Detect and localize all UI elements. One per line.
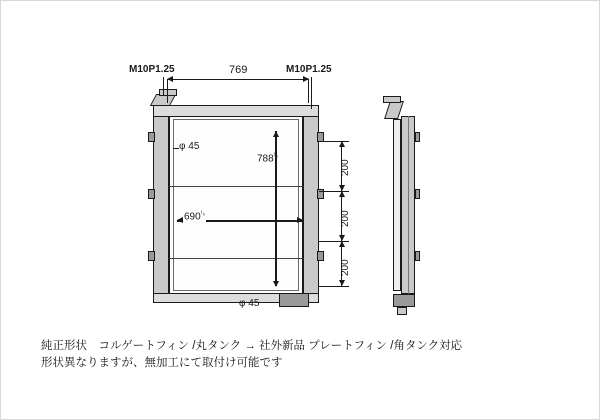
dim-200-arrow-3-up xyxy=(339,241,345,247)
mount-bracket-left-mid xyxy=(148,189,155,199)
side-view-core-strip xyxy=(393,119,401,291)
side-bracket-top xyxy=(415,132,420,142)
dim-769-ext-right xyxy=(308,79,309,103)
dim-690-label xyxy=(183,209,206,222)
side-view-bottom-foot xyxy=(393,294,415,307)
dim-200-arrow-2-up xyxy=(339,191,345,197)
bottom-outlet-block xyxy=(279,293,309,307)
core-tube-line-2 xyxy=(169,258,303,259)
caption-line-1: 純正形状 コルゲートフィン /丸タンク → 社外新品 プレートフィン /角タンク対応 xyxy=(41,340,463,352)
port-top-label: φ 45 xyxy=(179,141,200,152)
dim-788-arrow-up xyxy=(273,131,279,137)
side-view-bottom-stem xyxy=(397,307,407,315)
port-bottom-label: φ 45 xyxy=(239,298,260,309)
dim-200-ext-4 xyxy=(319,286,349,287)
mount-bracket-right-bottom xyxy=(317,251,324,261)
right-tank xyxy=(303,116,319,294)
dim-200-arrow-3-dn xyxy=(339,280,345,286)
thread-label-left: M10P1.25 xyxy=(129,64,175,75)
dim-200-label-2: 200 xyxy=(340,210,351,227)
dim-690-tolerance: ¹₀ xyxy=(200,211,206,217)
dim-788-tolerance: ¹₀ xyxy=(273,153,279,159)
port-top-leader xyxy=(173,148,179,149)
mount-bracket-left-bottom xyxy=(148,251,155,261)
thread-label-right: M10P1.25 xyxy=(286,64,332,75)
dim-690-value: 690 xyxy=(184,211,201,223)
dim-788-arrow-down xyxy=(273,281,279,287)
dim-769-line xyxy=(167,79,309,80)
left-tank xyxy=(153,116,169,294)
dim-769-ext-left xyxy=(167,79,168,103)
core-tube-line-1 xyxy=(169,186,303,187)
dim-690-arrow-right xyxy=(297,217,303,223)
dim-788-value: 788 xyxy=(257,153,274,165)
left-inlet-flange xyxy=(159,89,177,96)
side-bracket-bottom xyxy=(415,251,420,261)
top-header-tank xyxy=(153,105,319,117)
side-view-inlet-flange xyxy=(383,96,401,103)
side-view-center-line xyxy=(408,116,409,294)
caption-line-2: 形状異なりますが、無加工にて取付け可能です xyxy=(41,357,283,369)
thread-leader-left xyxy=(163,77,164,95)
thread-leader-right xyxy=(311,77,312,109)
dim-200-label-1: 200 xyxy=(340,159,351,176)
dim-769-label: 769 xyxy=(229,64,248,76)
side-bracket-mid xyxy=(415,189,420,199)
dim-200-label-3: 200 xyxy=(340,259,351,276)
mount-bracket-left-top xyxy=(148,132,155,142)
dim-200-arrow-1-up xyxy=(339,141,345,147)
dim-788-label xyxy=(257,151,278,164)
